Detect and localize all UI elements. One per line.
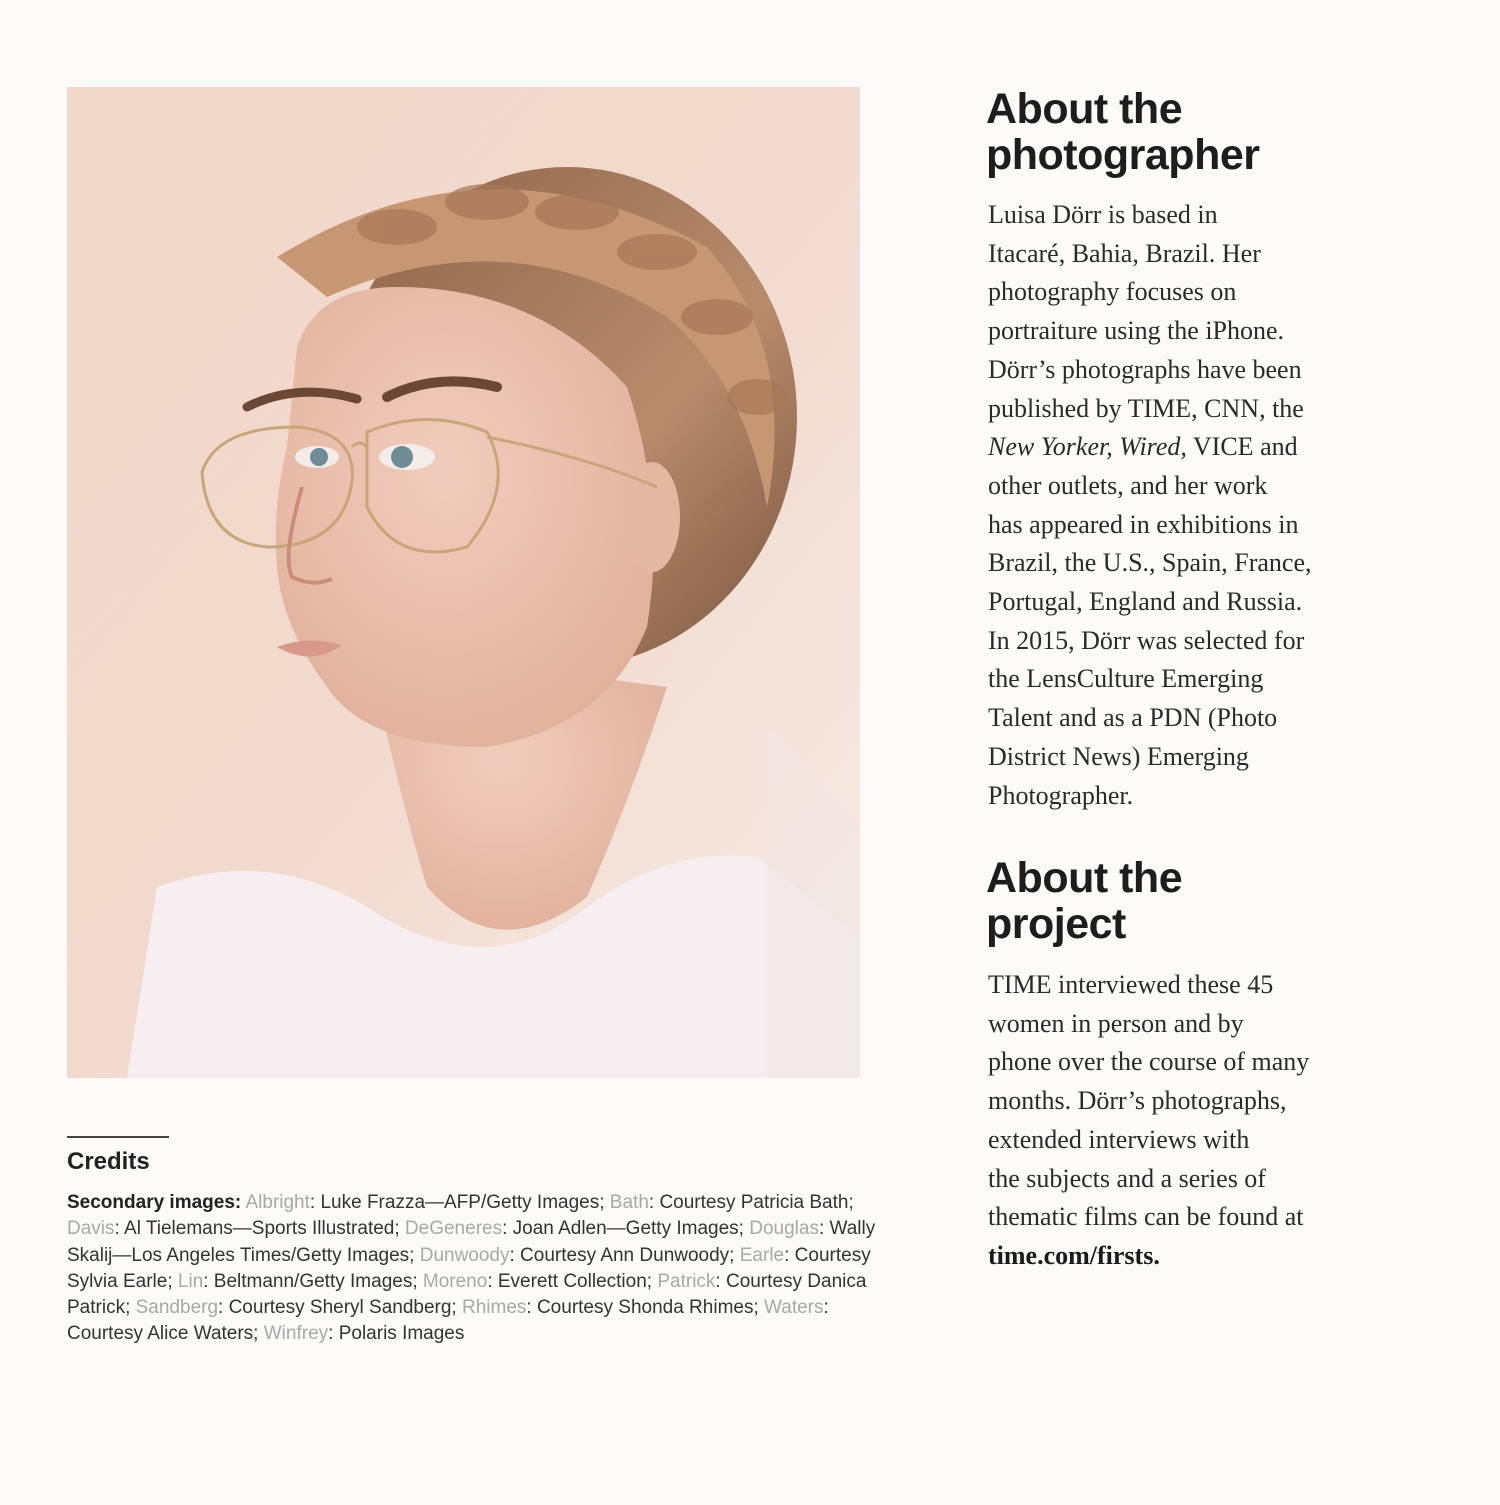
credit-entry: Waters: Courtesy Alice Waters; [67, 1297, 829, 1345]
credit-entry: DeGeneres: Joan Adlen—Getty Images; [404, 1218, 750, 1240]
credit-entry: Patrick: Courtesy Danica Patrick; [67, 1270, 867, 1319]
credit-entry: Sandberg: Courtesy Sheryl Sandberg; [135, 1297, 462, 1319]
time-firsts-link[interactable]: time.com/firsts. [988, 1240, 1160, 1270]
credit-entry: Winfrey: Polaris Images [263, 1323, 465, 1345]
credits-divider [67, 1136, 169, 1138]
credit-entry: Dunwoody: Courtesy Ann Dunwoody; [419, 1244, 740, 1266]
credit-entry: Rhimes: Courtesy Shonda Rhimes; [462, 1297, 765, 1319]
about-photographer-heading: About the photographer [986, 85, 1260, 179]
credit-entry: Moreno: Everett Collection; [422, 1270, 658, 1292]
credits-text [67, 1190, 882, 1348]
credit-entry: Lin: Beltmann/Getty Images; [177, 1270, 423, 1292]
photographer-bio: Luisa Dörr is based in Itacaré, Bahia, Brazil. Her photography focuses on portraiture using the iPhone. Dörr’s photographs have been published by TIME, CNN, the New Yorker, Wired, VICE and other outlets, and her work has appeared in exhibitions in Brazil, the U.S., Spain, France, Portugal, England and Russia. In 2015, Dörr was selected for the LensCulture Emerging Talent and as a PDN (Photo District News) Emerging Photographer. [988, 200, 1312, 810]
credit-entry: Earle: Courtesy Sylvia Earle; [67, 1244, 871, 1292]
credit-entry: Bath: Courtesy Patricia Bath; [609, 1192, 854, 1213]
credit-entry: Albright: Luke Frazza—AFP/Getty Images; [245, 1192, 610, 1213]
portrait-photo [67, 87, 860, 1078]
credit-entry: Davis: Al Tielemans—Sports Illustrated; [67, 1218, 405, 1240]
credit-entry: Douglas: Wally Skalij—Los Angeles Times/Getty Images; [67, 1218, 876, 1266]
credits-label: Secondary images: [67, 1192, 242, 1213]
project-description: TIME interviewed these 45 women in person and by phone over the course of many months. Dörr’s photographs, extended interviews with the subjects and a series of thematic films can be found at time.com/firsts. [988, 970, 1310, 1270]
credits-title: Credits [67, 1148, 150, 1175]
about-project-heading: About the project [986, 854, 1183, 948]
